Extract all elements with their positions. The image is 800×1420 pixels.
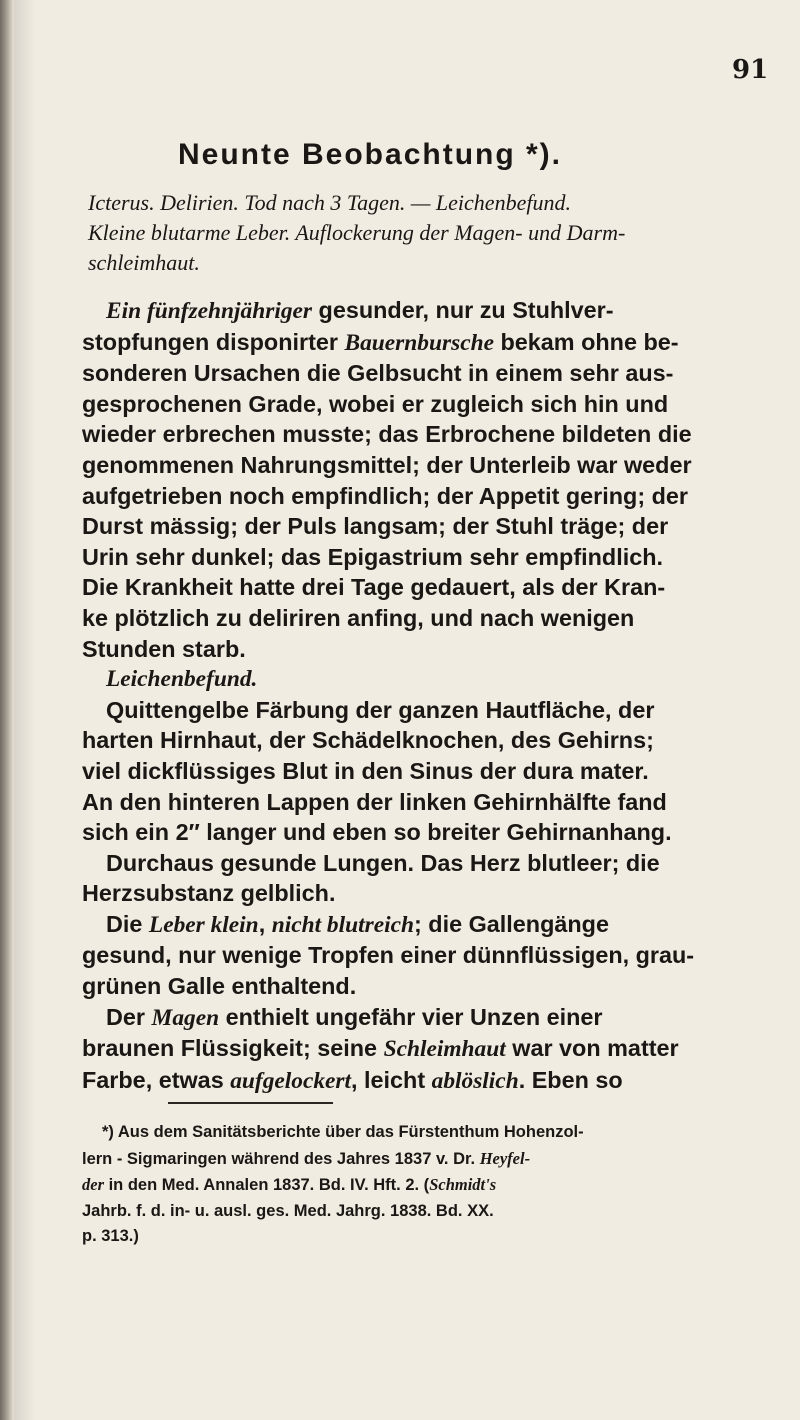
text-line: Die Krankheit hatte drei Tage gedauert, als der Kran- <box>82 574 666 601</box>
summary-line: Kleine blutarme Leber. Auflockerung der Magen- und Darm- <box>88 220 626 245</box>
text-line: Stunden starb. <box>82 635 246 662</box>
book-spine-shadow <box>0 0 14 1420</box>
text-line: gesprochenen Grade, wobei er zugleich sich hin und <box>82 390 669 417</box>
text-run: , leicht <box>351 1066 432 1093</box>
text-line: harten Hirnhaut, der Schädelknochen, des Gehirns; <box>82 727 654 754</box>
summary-line: schleimhaut. <box>88 250 200 275</box>
text-line: viel dickflüssiges Blut in den Sinus der dura mater. <box>82 757 649 784</box>
emphasis: der <box>82 1175 104 1194</box>
emphasis: Magen <box>151 1004 220 1031</box>
text-line <box>82 1033 772 1065</box>
text-run: gesunder, nur zu Stuhlver- <box>312 297 614 323</box>
text-line <box>82 295 772 327</box>
emphasis: Leber klein <box>148 911 259 938</box>
text-run: Die <box>106 910 149 937</box>
text-line: ke plötzlich zu deliriren anfing, und nach wenigen <box>82 604 635 631</box>
emphasis: Schleimhaut <box>383 1036 506 1063</box>
emphasis: ablöslich <box>431 1067 519 1094</box>
text-line <box>82 1002 772 1034</box>
text-line <box>82 327 772 359</box>
text-run: Der <box>106 1003 152 1030</box>
page-number: 91 <box>732 55 769 85</box>
chapter-title: Neunte Beobachtung *). <box>178 138 563 171</box>
text-line <box>82 1065 772 1097</box>
footnote-line <box>82 1172 772 1199</box>
text-run: braunen Flüssigkeit; seine <box>82 1035 384 1062</box>
footnote-line <box>82 1146 772 1173</box>
text-line: An den hinteren Lappen der linken Gehirnhälfte fand <box>82 788 667 815</box>
text-run: war von matter <box>505 1035 679 1062</box>
emphasis: Bauernbursche <box>344 329 494 356</box>
text-line: Urin sehr dunkel; das Epigastrium sehr empfindlich. <box>82 543 663 570</box>
emphasis: Heyfel- <box>479 1148 531 1168</box>
text-run: in den Med. Annalen 1837. Bd. IV. Hft. 2. ( <box>104 1176 430 1194</box>
emphasis: Schmidt's <box>429 1175 497 1194</box>
main-text <box>82 295 772 1096</box>
text-run: bekam ohne be- <box>493 328 679 355</box>
text-line: sich ein 2″ langer und eben so breiter Gehirnanhang. <box>82 819 672 846</box>
text-line <box>82 909 772 941</box>
text-line: Quittengelbe Färbung der ganzen Hautfläche, der <box>106 696 655 723</box>
text-run: enthielt ungefähr vier Unzen einer <box>219 1003 603 1030</box>
footnote <box>82 1120 772 1250</box>
text-run: stopfungen disponirter <box>82 328 345 355</box>
text-line: gesund, nur wenige Tropfen einer dünnflüssigen, grau- <box>82 942 695 969</box>
footnote-line: *) Aus dem Sanitätsberichte über das Fürstenthum Hohenzol- <box>102 1123 584 1141</box>
text-line: Herzsubstanz gelblich. <box>82 880 336 907</box>
section-heading: Leichenbefund. <box>106 666 258 693</box>
text-line: sonderen Ursachen die Gelbsucht in einem sehr aus- <box>82 360 674 387</box>
text-line: grünen Galle enthaltend. <box>82 973 357 1000</box>
emphasis: nicht blutreich <box>271 911 415 938</box>
text-run: . Eben so <box>518 1066 623 1093</box>
gutter-shadow <box>14 0 36 1420</box>
text-line: Durst mässig; der Puls langsam; der Stuhl träge; der <box>82 513 669 540</box>
text-run: ; die Gallengänge <box>414 910 609 937</box>
case-summary <box>88 188 768 278</box>
footnote-rule <box>168 1102 333 1104</box>
text-run: Farbe, etwas <box>82 1066 231 1093</box>
emphasis: Ein fünfzehnjähriger <box>106 298 313 324</box>
text-run: , <box>258 910 272 937</box>
text-line: Durchaus gesunde Lungen. Das Herz blutleer; die <box>106 849 660 876</box>
text-line: aufgetrieben noch empfindlich; der Appetit gering; der <box>82 482 689 509</box>
text-line: wieder erbrechen musste; das Erbrochene bildeten die <box>82 421 692 448</box>
summary-line: Icterus. Delirien. Tod nach 3 Tagen. — Leichenbefund. <box>88 190 571 215</box>
footnote-line: p. 313.) <box>82 1227 139 1245</box>
footnote-line: Jahrb. f. d. in- u. ausl. ges. Med. Jahrg. 1838. Bd. XX. <box>82 1201 494 1220</box>
emphasis: aufgelockert <box>230 1067 352 1094</box>
text-run: lern - Sigmaringen während des Jahres 1837 v. Dr. <box>82 1149 480 1168</box>
text-line: genommenen Nahrungsmittel; der Unterleib war weder <box>82 451 692 478</box>
